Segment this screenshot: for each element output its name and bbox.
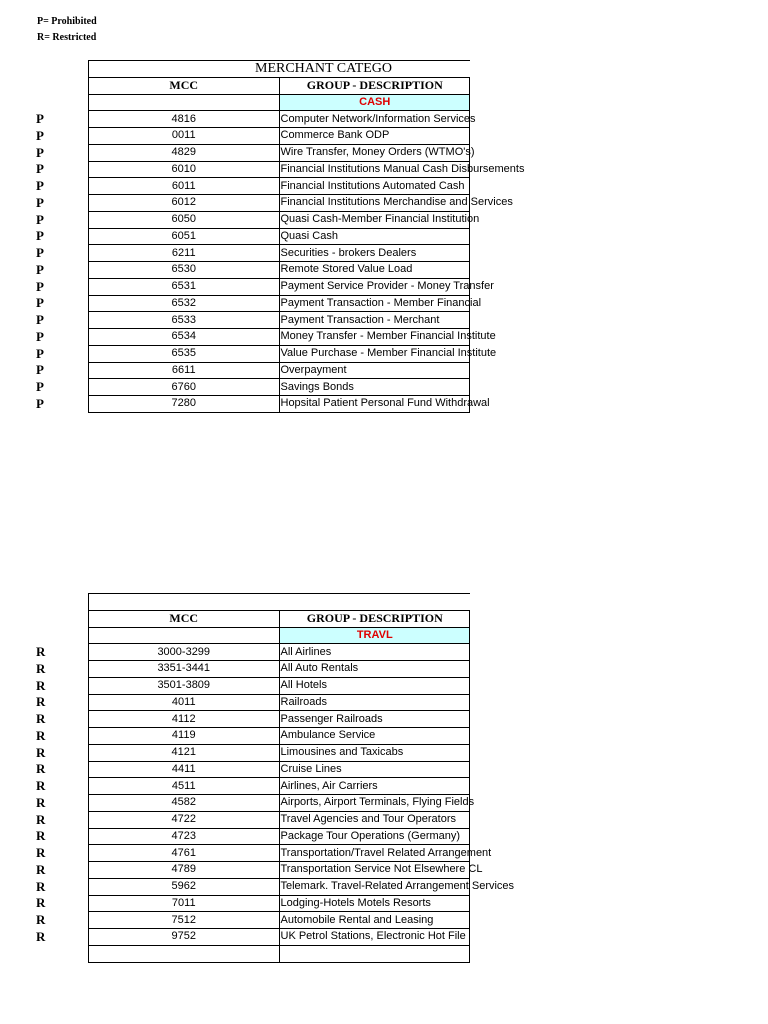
mcc-description: Payment Service Provider - Money Transfer (279, 278, 470, 295)
restriction-flag: P (36, 228, 44, 244)
mcc-code: 6535 (89, 345, 280, 362)
header-mcc: MCC (89, 610, 280, 627)
restriction-flag: R (36, 778, 46, 793)
table-row (89, 895, 470, 912)
table-row (89, 228, 470, 245)
mcc-code: 7512 (89, 912, 280, 929)
restriction-flag: P (36, 261, 44, 277)
restriction-flag: R (36, 794, 46, 810)
blank-cell (89, 945, 280, 962)
mcc-description: Wire Transfer, Money Orders (WTMO's) (279, 144, 470, 161)
mcc-code: 4722 (89, 811, 280, 828)
table-row (89, 878, 470, 895)
mcc-description: Savings Bonds (279, 379, 470, 396)
mcc-description: UK Petrol Stations, Electronic Hot File (279, 929, 470, 946)
legend-prohibited: P= Prohibited (37, 16, 97, 27)
table-row (89, 245, 470, 262)
table-row (89, 677, 470, 694)
restriction-flag: P (36, 194, 44, 210)
restriction-flag: P (36, 127, 44, 143)
mcc-description: Payment Transaction - Member Financial (279, 295, 470, 312)
table-row (89, 262, 470, 279)
mcc-description: Commerce Bank ODP (279, 128, 470, 145)
mcc-code: 6530 (89, 262, 280, 279)
mcc-code: 3000-3299 (89, 644, 280, 661)
mcc-description: Money Transfer - Member Financial Institute (279, 329, 470, 346)
mcc-description: Financial Institutions Automated Cash (279, 178, 470, 195)
group-label-travel: TRAVL (279, 627, 470, 644)
restriction-flag: P (36, 111, 44, 126)
mcc-code: 4121 (89, 744, 280, 761)
restriction-flag: R (36, 711, 46, 726)
mcc-code: 6531 (89, 278, 280, 295)
table-row (89, 761, 470, 778)
mcc-description: Hopsital Patient Personal Fund Withdrawal (279, 396, 470, 413)
mcc-description: Passenger Railroads (279, 711, 470, 728)
mcc-code: 6051 (89, 228, 280, 245)
mcc-description: Railroads (279, 694, 470, 711)
mcc-description: Telemark. Travel-Related Arrangement Services (279, 878, 470, 895)
restriction-flag: P (36, 345, 44, 361)
restriction-flag: R (36, 878, 46, 894)
mcc-code: 0011 (89, 128, 280, 145)
restriction-flag: P (36, 312, 44, 327)
restriction-flag: P (36, 278, 44, 294)
restriction-flag: R (36, 660, 46, 676)
mcc-code: 4816 (89, 111, 280, 128)
table-row (89, 644, 470, 661)
mcc-code: 7280 (89, 396, 280, 413)
mcc-code: 4112 (89, 711, 280, 728)
flag-column-cash (36, 111, 56, 413)
table-row (89, 828, 470, 845)
mcc-description: Ambulance Service (279, 728, 470, 745)
mcc-description: Payment Transaction - Merchant (279, 312, 470, 329)
restriction-flag: P (36, 178, 44, 193)
mcc-table-cash (88, 60, 525, 413)
mcc-code: 6534 (89, 329, 280, 346)
table-row (89, 211, 470, 228)
restriction-flag: R (36, 677, 46, 693)
table-row (89, 728, 470, 745)
mcc-description: Lodging-Hotels Motels Resorts (279, 895, 470, 912)
table-row (89, 362, 470, 379)
flag-column-travel (36, 644, 56, 946)
mcc-description: Computer Network/Information Services (279, 111, 470, 128)
group-label-cash: CASH (279, 94, 470, 111)
mcc-code: 4011 (89, 694, 280, 711)
restriction-flag: P (36, 328, 44, 344)
table-row (89, 161, 470, 178)
table-row (89, 795, 470, 812)
mcc-code: 4511 (89, 778, 280, 795)
mcc-table-travel (88, 593, 515, 963)
header-description: GROUP - DESCRIPTION (279, 610, 470, 627)
mcc-description: Quasi Cash (279, 228, 470, 245)
mcc-code: 7011 (89, 895, 280, 912)
mcc-description: Quasi Cash-Member Financial Institution (279, 211, 470, 228)
mcc-code: 3501-3809 (89, 677, 280, 694)
restriction-flag: P (36, 295, 44, 311)
mcc-code: 6012 (89, 195, 280, 212)
mcc-code: 6611 (89, 362, 280, 379)
table-row (89, 312, 470, 329)
mcc-description: Transportation/Travel Related Arrangement (279, 845, 470, 862)
restriction-flag: R (36, 744, 46, 760)
table-row (89, 295, 470, 312)
mcc-code: 6532 (89, 295, 280, 312)
mcc-description: All Hotels (279, 677, 470, 694)
table-row (89, 862, 470, 879)
restriction-flag: P (36, 395, 44, 411)
mcc-description: Value Purchase - Member Financial Institute (279, 345, 470, 362)
restriction-flag: R (36, 761, 46, 777)
mcc-code: 6211 (89, 245, 280, 262)
table-row (89, 111, 470, 128)
table-row (89, 178, 470, 195)
restriction-flag: P (36, 161, 44, 177)
table-row (89, 694, 470, 711)
mcc-description: Airports, Airport Terminals, Flying Fields (279, 795, 470, 812)
table-row (89, 845, 470, 862)
restriction-flag: P (36, 245, 44, 260)
table-title-blank (89, 594, 470, 611)
mcc-description: Financial Institutions Manual Cash Disbursements (279, 161, 470, 178)
table-row-blank (89, 945, 470, 962)
mcc-description: All Airlines (279, 644, 470, 661)
mcc-code: 4411 (89, 761, 280, 778)
mcc-description: Package Tour Operations (Germany) (279, 828, 470, 845)
mcc-code: 9752 (89, 929, 280, 946)
mcc-description: Cruise Lines (279, 761, 470, 778)
restriction-flag: R (36, 928, 46, 944)
table-row (89, 195, 470, 212)
restriction-flag: P (36, 379, 44, 394)
table-row (89, 278, 470, 295)
table-row (89, 128, 470, 145)
restriction-flag: P (36, 362, 44, 378)
table-row (89, 661, 470, 678)
mcc-code: 6533 (89, 312, 280, 329)
restriction-flag: R (36, 861, 46, 877)
group-spacer (89, 94, 280, 111)
restriction-flag: R (36, 895, 46, 911)
table-row (89, 144, 470, 161)
mcc-code: 4761 (89, 845, 280, 862)
mcc-code: 3351-3441 (89, 661, 280, 678)
group-spacer (89, 627, 280, 644)
mcc-code: 4582 (89, 795, 280, 812)
restriction-flag: R (36, 912, 46, 927)
restriction-flag: R (36, 644, 46, 659)
table-title: MERCHANT CATEGO (89, 61, 470, 78)
table-row (89, 711, 470, 728)
mcc-description: Automobile Rental and Leasing (279, 912, 470, 929)
mcc-description: Remote Stored Value Load (279, 262, 470, 279)
restriction-flag: R (36, 727, 46, 743)
table-row (89, 744, 470, 761)
mcc-description: Limousines and Taxicabs (279, 744, 470, 761)
mcc-code: 6760 (89, 379, 280, 396)
mcc-description: Airlines, Air Carriers (279, 778, 470, 795)
table-row (89, 329, 470, 346)
mcc-code: 6011 (89, 178, 280, 195)
table-row (89, 396, 470, 413)
header-mcc: MCC (89, 77, 280, 94)
table-row (89, 929, 470, 946)
table-row (89, 379, 470, 396)
mcc-code: 5962 (89, 878, 280, 895)
mcc-description: Overpayment (279, 362, 470, 379)
header-description: GROUP - DESCRIPTION (279, 77, 470, 94)
mcc-code: 4723 (89, 828, 280, 845)
mcc-description: All Auto Rentals (279, 661, 470, 678)
table-row (89, 811, 470, 828)
restriction-flag: R (36, 694, 46, 710)
restriction-flag: P (36, 211, 44, 227)
table-row (89, 778, 470, 795)
mcc-code: 6050 (89, 211, 280, 228)
mcc-description: Securities - brokers Dealers (279, 245, 470, 262)
mcc-description: Travel Agencies and Tour Operators (279, 811, 470, 828)
restriction-flag: R (36, 828, 46, 844)
blank-cell (279, 945, 470, 962)
table-row (89, 345, 470, 362)
mcc-code: 4789 (89, 862, 280, 879)
mcc-code: 4829 (89, 144, 280, 161)
restriction-flag: R (36, 811, 46, 827)
mcc-code: 6010 (89, 161, 280, 178)
table-row (89, 912, 470, 929)
restriction-flag: P (36, 144, 44, 160)
mcc-description: Transportation Service Not Elsewhere CL (279, 862, 470, 879)
legend-restricted: R= Restricted (37, 32, 97, 43)
restriction-flag: R (36, 845, 46, 860)
mcc-code: 4119 (89, 728, 280, 745)
mcc-description: Financial Institutions Merchandise and Services (279, 195, 470, 212)
